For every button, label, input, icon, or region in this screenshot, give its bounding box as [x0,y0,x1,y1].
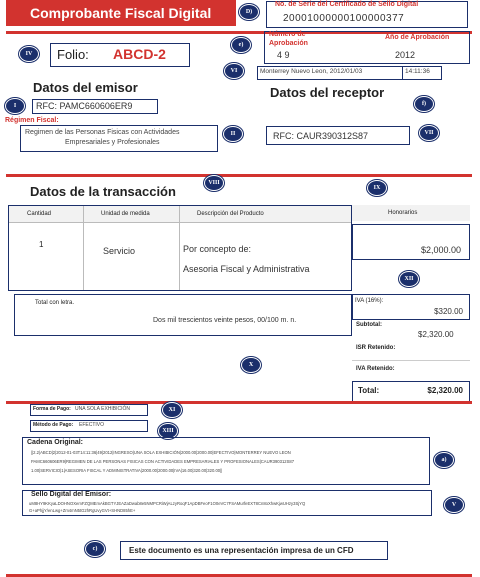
receptor-rfc: RFC: CAUR390312S87 [273,131,369,141]
col-descripcion: Descripción del Producto [197,211,264,217]
total-label: Total: [358,386,380,395]
iva-ret-label: IVA Retenido: [356,366,395,372]
cadena-label: Cadena Original: [27,439,84,446]
iva-value: $320.00 [434,307,463,316]
receptor-rfc-box [266,126,410,145]
cadena-line3: 1.00|SERVICIO|1|ASESORIA FISCAL Y ADMINISTRATIVA|2000.00|2000.00|IVA|16.00|320.00|320.00|| [31,468,223,473]
badge-e: e) [232,38,250,52]
honorarios-box [352,224,470,260]
sello-label: Sello Digital del Emisor: [31,491,112,498]
emisor-title: Datos del emisor [33,80,138,95]
iva-box [352,294,470,320]
hora: 14:11:36 [405,68,430,75]
sello-line1: uM8HY9KKyaLDOHNOXemFZQMEmAkBGTYJEAZaDwab8e5NMPCRiWjALzyRoqF1ApDBFeoF1O0eVC7FSAMurfeEXT8Cn8oXhwKjwUHzy3SjYQ [29,501,306,506]
badge-f: f) [415,97,433,111]
badge-d: D) [240,5,258,19]
subtotal-label: Subtotal: [356,322,382,328]
honorarios-header [352,205,470,221]
metodo-pago-box [30,420,148,432]
iva-label: IVA (16%): [355,298,384,304]
cell-unidad: Servicio [103,246,136,256]
cadena-line2: PAMC660606ER9|REGIMEN DE LAS PERSONAS FISICAS CON ACTIVIDADES EMPRESARIALES Y PROFESIONALES|CAUR390312S87 [31,459,295,464]
items-header-row [9,206,351,223]
badge-a: a) [435,453,453,467]
document-title: Comprobante Fiscal Digital [30,5,212,21]
regimen-line2: Empresariales y Profesionales [65,139,160,146]
badge-viii: VIII [205,176,223,190]
cell-desc2: Asesoria Fiscal y Administrativa [183,264,310,274]
badge-xii: XII [400,272,418,286]
badge-v: V [445,498,463,512]
transaccion-title: Datos de la transacción [30,184,176,199]
total-letra-label: Total con letra. [35,300,75,306]
isr-label: ISR Retenido: [356,345,396,351]
serie-value: 20001000000100000377 [283,13,405,24]
emisor-rfc: RFC: PAMC660606ER9 [36,101,133,111]
serie-label: No. de Serie del Certificado de Sello Digital [275,1,419,8]
col-unidad: Unidad de medida [101,211,150,217]
num-aprob-label: Número de Aprobación [269,31,308,47]
badge-ix: IX [368,181,386,195]
divider [6,174,472,177]
lugar-fecha: Monterrey Nuevo Leon, 2012/01/03 [260,68,363,75]
col-sep [179,206,180,290]
metodo-pago-value: EFECTIVO [79,422,105,428]
serie-certificado-box [266,1,468,28]
badge-c: c) [86,542,104,556]
sello-line2: G+aPhjjY/enLwg+Zm4mN5tG2hRgUvyGVt+SHND85hE+ [29,508,136,513]
regimen-line1: Regimen de las Personas Fisicas con Actividades [25,129,180,136]
regimen-label: Régimen Fiscal: [5,117,59,124]
emisor-rfc-box [32,99,158,114]
total-value: $2,320.00 [427,386,463,395]
subtotal-value: $2,320.00 [418,330,454,339]
anio-aprob-value: 2012 [395,50,416,60]
total-letra-box [14,294,352,336]
forma-pago-label: Forma de Pago: [33,406,71,412]
footer-note-box [120,541,388,560]
folio-value: ABCD-2 [113,46,166,62]
badge-ii: II [224,127,242,141]
footer-note: Este documento es una representación impresa de un CFD [129,546,354,555]
receptor-title: Datos del receptor [270,85,385,100]
forma-pago-value: UNA SOLA EXHIBICIÓN [75,406,131,412]
badge-xi: XI [163,403,181,417]
sello-box [22,490,432,516]
total-letra-value: Dos mil trescientos veinte pesos, 00/100 m. n. [153,317,297,324]
col-honorarios: Honorarios [388,210,418,216]
forma-pago-box [30,404,148,416]
anio-aprob-label: Año de Aprobación [385,34,450,41]
total-box [352,381,470,402]
badge-xiii: XIII [159,424,177,438]
cadena-line1: ||2.2|ABCD|2|2012-01-03T14:11:36|49|2012|INGRESO|UNA SOLA EXHIBICIÓN|2000.00|2000.00|EFECTIVO|MONTERREY NUEVO LEON [31,450,291,455]
badge-i: I [6,99,24,113]
col-cantidad: Cantidad [27,211,52,217]
hora-box [402,66,442,80]
aprobacion-box [264,31,470,64]
items-table-box [8,205,352,291]
cadena-box [22,437,430,485]
num-aprob-value: 4 9 [277,50,290,60]
col-sep [83,206,84,290]
badge-vi: VI [225,64,243,78]
badge-vii: VII [420,126,438,140]
cell-cantidad: 1 [39,240,44,249]
regimen-box [20,125,218,152]
metodo-pago-label: Método de Pago: [33,422,74,428]
honorarios-value: $2,000.00 [420,245,461,255]
cell-desc1: Por concepto de: [183,244,252,254]
badge-x: X [242,358,260,372]
badge-iv: IV [20,47,38,61]
lugar-fecha-box [257,66,403,80]
folio-label: Folio: [57,47,89,62]
folio-box [50,43,190,67]
isr-line [352,360,470,361]
